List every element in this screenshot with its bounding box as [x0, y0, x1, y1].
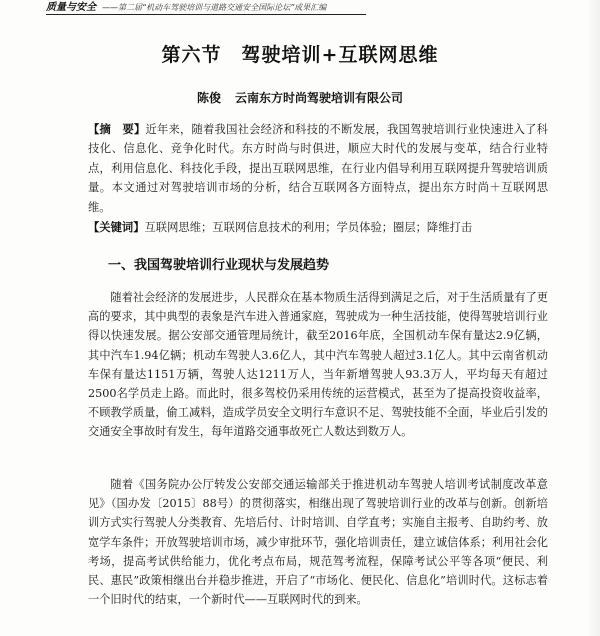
running-header [46, 0, 326, 14]
body-paragraph: 随着社会经济的发展进步，人民群众在基本物质生活得到满足之后，对于生活质量有了更高的要求，其中典型的表象是汽车进入普通家庭，驾驶成为一种生活技能，使得驾驶培训行业得以快速发展。据公安部交通管理局统计，截至2016年底，全国机动车保有量达2.9亿辆，其中汽车1.94亿辆；机动车驾驶人3.6亿人，其中汽车驾驶人超过3.1亿人。其中云南省机动车保有量达1151万辆，驾驶人达1211万人，当年新增驾驶人93.3万人，平均每天有超过2500名学员走上路。而此时，很多驾校仍采用传统的运营模式，甚至为了提高投资收益率，不顾教学质量，偷工减料，造成学员安全文明行车意识不足、驾驶技能不全面，毕业后引发的交通安全事故时有发生，每年道路交通事故死亡人数达到数万人。 [88, 291, 548, 439]
keywords [88, 218, 548, 237]
section-title: 第六节 驾驶培训+互联网思维 [161, 44, 439, 66]
abstract [88, 120, 548, 217]
author-name: 陈俊 [196, 91, 221, 105]
body-paragraph: 随着《国务院办公厅转发公安部交通运输部关于推进机动车驾驶人培训考试制度改革意见》（国办发〔2015〕88号）的贯彻落实，相继出现了驾驶培训行业的改革与创新。创新培训方式实行驾驶人分类教育、先培后付、计时培训、自学直考；实施自主报考、自助约考、放宽学车条件；开放驾驶培训市场，减少审批环节，强化培训责任，建立诚信体系；利用社会化考场，提高考试供给能力，优化考点布局，规范驾考流程，保障考试公平等各项“便民、利民、惠民”政策相继出台并稳步推进，开启了“市场化、便民化、信息化”培训时代。这标志着一个旧时代的结束，一个新时代——互联网时代的到来。 [88, 478, 548, 607]
journal-subtitle: ——第二届“机动车驾驶培训与道路交通安全国际论坛”成果汇编 [102, 2, 327, 12]
section-heading: 一、我国驾驶培训行业现状与发展趋势 [108, 258, 330, 273]
journal-name: 质量与安全 [46, 1, 96, 13]
abstract-text: 近年来，随着我国社会经济和科技的不断发展，我国驾驶培训行业快速进入了科技化、信息化、竞争化时代。东方时尚与时俱进，顺应大时代的发展与变革，结合行业特点，利用信息化、科技化手段，提出互联网思维，在行业内倡导利用互联网提升驾驶培训质量。本文通过对驾驶培训市场的分析，结合互联网各方面特点，提出东方时尚＋互联网思维。 [88, 123, 548, 214]
author-affiliation: 云南东方时尚驾驶培训有限公司 [235, 91, 404, 105]
author-line [0, 89, 600, 106]
header-rule [46, 14, 366, 15]
abstract-label: 【摘 要】 [88, 123, 146, 136]
keywords-text: 互联网思维；互联网信息技术的利用；学员体验；圈层；降维打击 [144, 221, 473, 234]
keywords-label: 【关键词】 [88, 221, 145, 234]
scan-edge-shadow [586, 0, 600, 636]
